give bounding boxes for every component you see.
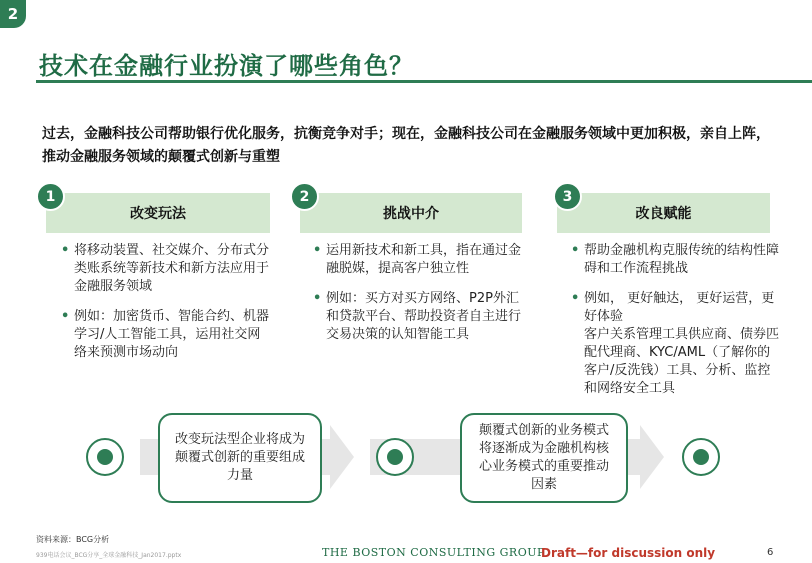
flow-node-3-icon — [682, 438, 720, 476]
column-2-number: 2 — [290, 182, 319, 211]
column-1-heading: 改变玩法 — [46, 193, 270, 233]
flow-node-2-icon — [376, 438, 414, 476]
list-item: • 将移动装置、社交媒介、分布式分类账系统等新技术和新方法应用于金融服务领域 — [74, 242, 270, 296]
section-badge: 2 — [0, 0, 26, 28]
flow-node-1-icon — [86, 438, 124, 476]
column-2-bullets — [310, 242, 522, 356]
footer-filename: 939电话会议_BCG分享_全球金融科技_Jan2017.pptx — [36, 552, 182, 559]
list-item: • 例如：买方对买方网络、P2P外汇和贷款平台、帮助投资者自主进行交易决策的认知智能工具 — [326, 290, 522, 344]
column-3-number: 3 — [553, 182, 582, 211]
footer-draft-label: Draft—for discussion only — [541, 546, 716, 560]
page-title: 技术在金融行业扮演了哪些角色？ — [39, 52, 414, 80]
callout-right: 颠覆式创新的业务模式将逐渐成为金融机构核心业务模式的重要推动因素 — [460, 413, 628, 503]
column-1-number: 1 — [36, 182, 65, 211]
title-divider — [36, 80, 812, 83]
intro-text: 过去，金融科技公司帮助银行优化服务，抗衡竞争对手；现在，金融科技公司在金融服务领域中更加积极，亲自上阵，推动金融服务领域的颠覆式创新与重塑 — [42, 126, 770, 165]
list-item: • 例如， 更好触达， 更好运营，更好体验 客户关系管理工具供应商、债券匹配代理商、KYC/AML（了解你的客户/反洗钱）工具、分析、监控和网络安全工具 — [584, 290, 780, 398]
page-number: 6 — [767, 547, 774, 558]
column-3-bullets — [568, 242, 780, 410]
list-item: • 运用新技术和新工具，指在通过金融脱媒，提高客户独立性 — [326, 242, 522, 278]
column-2-heading: 挑战中介 — [300, 193, 522, 233]
column-1-bullets — [58, 242, 270, 374]
column-3-heading: 改良赋能 — [557, 193, 770, 233]
footer-brand: THE BOSTON CONSULTING GROUP — [322, 546, 545, 559]
list-item: • 例如：加密货币、智能合约、机器学习/人工智能工具，运用社交网络来预测市场动向 — [74, 308, 270, 362]
callout-left: 改变玩法型企业将成为颠覆式创新的重要组成力量 — [158, 413, 322, 503]
list-item: • 帮助金融机构克服传统的结构性障碍和工作流程挑战 — [584, 242, 780, 278]
footer-source: 资料来源：BCG分析 — [36, 535, 110, 544]
